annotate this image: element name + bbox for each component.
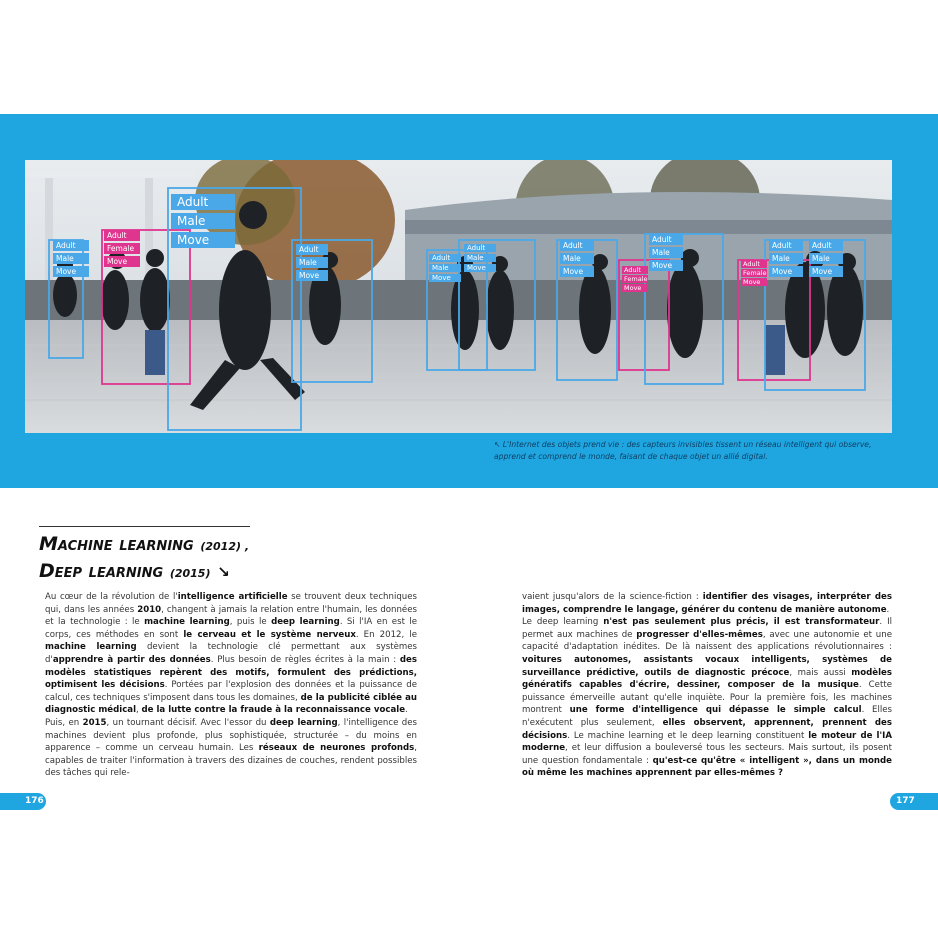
title-line-2 xyxy=(39,559,299,586)
tag-female: Female xyxy=(743,269,767,277)
title-year-2015: (2015) xyxy=(169,567,211,580)
bold-text: voitures autonomes, assistants vocaux intelligents, systèmes de surveillance prédictive, outils de diagnostic précoce xyxy=(522,654,892,678)
tag-male: Male xyxy=(809,253,843,264)
tag-move: Move xyxy=(171,232,235,248)
paragraph xyxy=(522,591,892,616)
text-run: , puis le xyxy=(229,617,272,628)
tag-adult: Adult xyxy=(429,254,461,262)
text-run: . En 2012, le xyxy=(355,629,417,640)
tag-move: Move xyxy=(769,266,803,277)
detection-labels xyxy=(25,160,892,433)
tag-female: Female xyxy=(104,243,140,254)
text-run: Au cœur de la révolution de l' xyxy=(45,592,178,602)
text-run: , changent à jamais la relation entre l'humain, les données et la technologie : le xyxy=(45,604,417,628)
paragraph xyxy=(45,591,417,717)
text-run: . Il permet aux machines de xyxy=(522,617,892,640)
bold-text: machine learning xyxy=(45,642,137,653)
tag-move: Move xyxy=(560,266,594,277)
tag-adult: Adult xyxy=(560,240,594,251)
detection-tag-group xyxy=(171,194,235,248)
bold-text: de la lutte contre la fraude à la reconnaissance vocale xyxy=(141,705,406,716)
tag-male: Male xyxy=(296,257,328,268)
left-column xyxy=(45,591,417,780)
bold-text: le cerveau et le système nerveux xyxy=(183,629,356,640)
title-deep-learning: Deep learning xyxy=(39,560,164,582)
bold-text: des modèles statistiques repèrent des motifs, formulent des prédictions, optimisent les décisions xyxy=(45,654,417,691)
text-run: se trouvent deux techniques qui, dans les années xyxy=(45,592,418,615)
detection-tag-group xyxy=(429,254,461,282)
tag-adult: Adult xyxy=(809,240,843,251)
tag-move: Move xyxy=(622,284,648,292)
detection-tag-group xyxy=(296,244,328,281)
text-run: , avec une autonomie et une capacité d'adaptation inédites. De là naissent des applications révolutionnaires : xyxy=(522,629,892,653)
detection-tag-group xyxy=(769,240,803,277)
tag-male: Male xyxy=(53,253,89,264)
tag-adult: Adult xyxy=(53,240,89,251)
text-run: Puis, en xyxy=(45,717,83,728)
text-run: , l'intelligence des machines devient plus profonde, plus sophistiquée, structurée – du moins en apparence – comme un cerveau humain. Les xyxy=(45,717,417,754)
bold-text: 2010 xyxy=(137,604,162,615)
detection-tag-group xyxy=(741,260,767,286)
bold-text: identifier des visages, interpréter des images, comprendre le langage, générer du contenu de manière autonome xyxy=(522,592,892,615)
tag-adult: Adult xyxy=(622,266,648,274)
tag-adult: Adult xyxy=(171,194,235,210)
bold-text: machine learning xyxy=(144,617,230,628)
text-run: , mais aussi xyxy=(789,667,852,678)
page-number-left-text: 176 xyxy=(25,796,44,806)
text-run: . Cette puissance émerveille autant qu'elle inquiète. Pour la première fois, les machines montrent xyxy=(522,680,892,716)
text-run: vaient jusqu'alors de la science-fiction : xyxy=(522,592,703,602)
detection-tag-group xyxy=(560,240,594,277)
bold-text: une forme d'intelligence qui dépasse le simple calcul xyxy=(569,705,862,716)
title-line-1 xyxy=(39,532,299,559)
tag-move: Move xyxy=(649,260,683,271)
bold-text: apprendre à partir des données xyxy=(52,654,211,665)
text-run: , un tournant décisif. Avec l'essor du xyxy=(106,717,270,728)
detection-tag-group xyxy=(53,240,89,277)
bold-text: qu'est-ce qu'être « intelligent », dans un monde où même les machines apprennent par elles-mêmes ? xyxy=(522,755,892,779)
tag-adult: Adult xyxy=(741,260,767,268)
bold-text: deep learning xyxy=(271,617,340,628)
bold-text: 2015 xyxy=(82,717,107,728)
tag-male: Male xyxy=(769,253,803,264)
tag-male: Male xyxy=(560,253,594,264)
bold-text: réseaux de neurones profonds xyxy=(258,743,415,754)
text-run: . Portées par l'explosion des données et la puissance de calcul, ces techniques s'imposent dans tous les domaines, xyxy=(45,680,417,703)
bold-text: le moteur de l'IA moderne xyxy=(522,730,892,754)
tag-move: Move xyxy=(296,270,328,281)
text-run: . Elles n'exécutent plus seulement, xyxy=(522,705,892,728)
detection-tag-group xyxy=(622,266,648,292)
figure-caption xyxy=(494,439,892,462)
text-run: . Plus besoin de règles écrites à la main : xyxy=(210,654,400,665)
street-photo xyxy=(25,160,892,433)
caption-text: L'Internet des objets prend vie : des capteurs invisibles tissent un réseau intelligent qui observe, apprend et comprend le monde, faisant de chaque objet un allié digital. xyxy=(494,440,872,461)
text-run: . Le machine learning et le deep learning constituent xyxy=(567,730,809,741)
tag-female: Female xyxy=(624,275,648,283)
bold-text: modèles génératifs capables d'écrire, dessiner, composer de la musique xyxy=(522,667,892,691)
tag-adult: Adult xyxy=(769,240,803,251)
arrow-down-right-icon: ↘ xyxy=(217,563,230,581)
tag-male: Male xyxy=(649,247,683,258)
bold-text: elles observent, apprennent, prennent des décisions xyxy=(522,717,892,741)
detection-tag-group xyxy=(104,230,140,267)
detection-tag-group xyxy=(809,240,843,277)
section-title xyxy=(39,532,299,586)
bold-text: n'est pas seulement plus précis, il est transformateur xyxy=(603,617,880,628)
caption-arrow-icon: ↖ xyxy=(494,440,501,449)
tag-move: Move xyxy=(53,266,89,277)
tag-adult: Adult xyxy=(464,244,496,252)
bold-text: progresser d'elles-mêmes xyxy=(636,629,763,640)
tag-move: Move xyxy=(429,274,461,282)
tag-adult: Adult xyxy=(649,234,683,245)
text-run: , et leur diffusion a bouleversé tous les secteurs. Mais surtout, ils posent une question fondamentale : xyxy=(522,743,892,766)
paragraph xyxy=(522,616,892,780)
tag-male: Male xyxy=(429,264,461,272)
tag-male: Male xyxy=(171,213,235,229)
page-number-left xyxy=(0,793,46,810)
text-run: . xyxy=(405,705,408,716)
page-number-right-text: 177 xyxy=(896,796,915,806)
text-run: , capables de traiter l'information à travers des dizaines de couches, rendent possibles des tâches qui rele- xyxy=(45,743,417,779)
bold-text: intelligence artificielle xyxy=(177,592,288,602)
title-rule xyxy=(39,526,250,527)
page-number-right xyxy=(890,793,938,810)
text-run: . Si l'IA en est le corps, ces méthodes en sont xyxy=(45,617,417,640)
paragraph xyxy=(45,717,417,780)
bold-text: de la publicité ciblée au diagnostic médical xyxy=(45,692,417,716)
tag-move: Move xyxy=(809,266,843,277)
text-run: devient la technologie clé permettant aux systèmes d' xyxy=(45,642,417,665)
tag-adult: Adult xyxy=(296,244,328,255)
title-machine-learning: Machine learning xyxy=(39,533,194,555)
detection-tag-group xyxy=(649,234,683,271)
tag-move: Move xyxy=(464,264,496,272)
text-run: . xyxy=(886,604,890,615)
text-run: , xyxy=(136,705,142,716)
title-year-2012: (2012) , xyxy=(200,540,250,553)
tag-move: Move xyxy=(741,278,767,286)
tag-male: Male xyxy=(464,254,496,262)
tag-move: Move xyxy=(104,256,140,267)
tag-adult: Adult xyxy=(104,230,140,241)
text-run: Le deep learning xyxy=(522,617,604,628)
detection-tag-group xyxy=(464,244,496,272)
bold-text: deep learning xyxy=(269,717,338,728)
right-column xyxy=(522,591,892,780)
